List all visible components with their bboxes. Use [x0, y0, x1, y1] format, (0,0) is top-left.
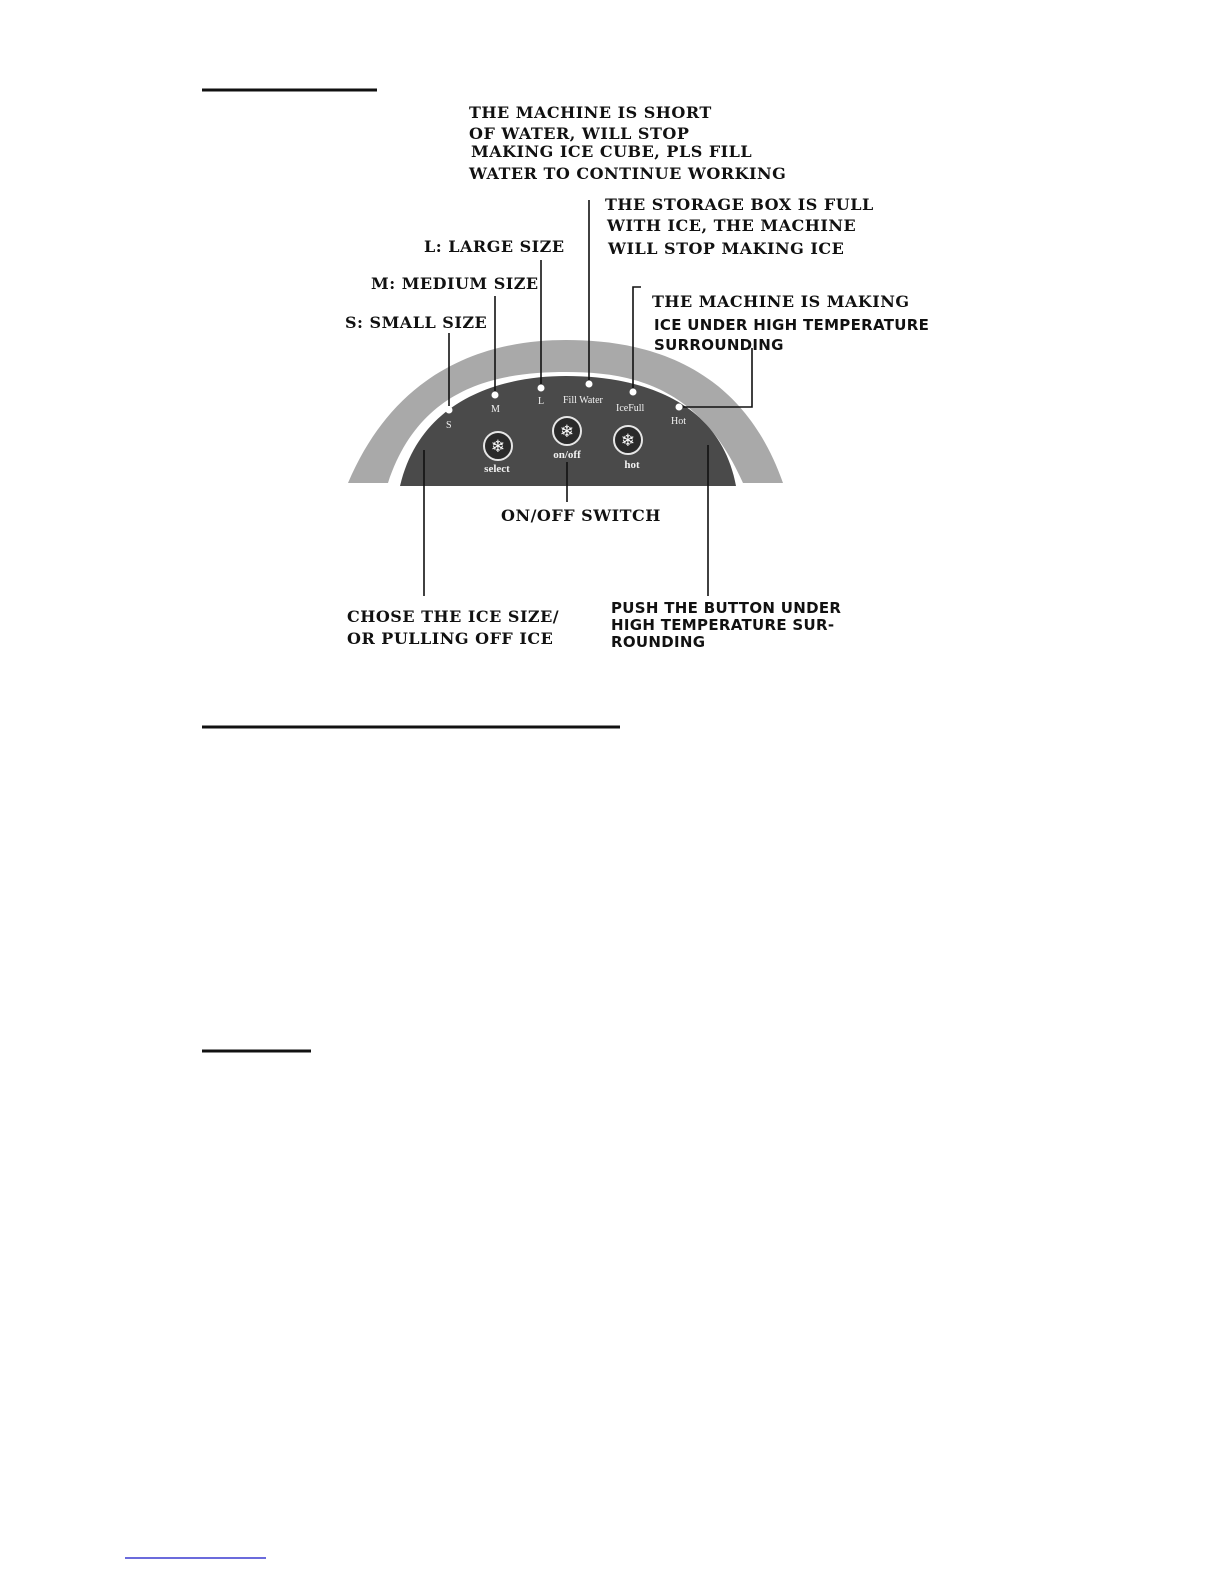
callout-hot-making-line-3: SURROUNDING [654, 336, 784, 354]
indicator-m-led [492, 392, 499, 399]
callout-medium-size: M: MEDIUM SIZE [371, 274, 539, 293]
callout-onoff-switch: ON/OFF SWITCH [501, 506, 661, 525]
callout-small-size: S: SMALL SIZE [345, 313, 488, 332]
indicator-m-label: M [491, 404, 500, 415]
snowflake-icon: ❄ [490, 437, 506, 457]
snowflake-icon: ❄ [620, 431, 636, 451]
indicator-s-label: S [446, 420, 452, 431]
callout-large-size: L: LARGE SIZE [424, 237, 565, 256]
indicator-ice-full-label: IceFull [616, 403, 645, 414]
indicator-hot-led [676, 404, 683, 411]
callout-push-button-line-3: ROUNDING [611, 633, 706, 651]
onoff-button-label: on/off [553, 449, 581, 461]
callout-short-water-line-2: OF WATER, WILL STOP [469, 124, 690, 143]
callout-hot-making-line-2: ICE UNDER HIGH TEMPERATURE [654, 316, 930, 334]
callout-push-button-line-2: HIGH TEMPERATURE SUR- [611, 616, 835, 634]
indicator-fill-water-label: Fill Water [563, 395, 603, 406]
callout-storage-full-line-2: WITH ICE, THE MACHINE [607, 216, 857, 235]
callout-choose-size [347, 607, 559, 648]
callout-hot-making [652, 292, 929, 354]
indicator-fill-water-led [586, 381, 593, 388]
callout-short-water-line-1: THE MACHINE IS SHORT [469, 103, 712, 122]
onoff-button[interactable] [553, 417, 581, 461]
indicator-s-led [446, 407, 453, 414]
select-button-label: select [484, 463, 510, 475]
indicator-ice-full-led [630, 389, 637, 396]
indicator-l-label: L [538, 396, 545, 407]
indicator-hot-label: Hot [671, 416, 686, 427]
callout-storage-full [605, 195, 874, 258]
callout-choose-size-line-1: CHOSE THE ICE SIZE/ [347, 607, 560, 626]
hot-button-label: hot [624, 459, 640, 471]
callout-push-button-line-1: PUSH THE BUTTON UNDER [611, 599, 842, 617]
snowflake-icon: ❄ [559, 422, 575, 442]
callout-push-button [611, 599, 841, 651]
callout-short-water-line-4: WATER TO CONTINUE WORKING [469, 164, 787, 183]
control-panel [348, 340, 783, 486]
callout-short-water [468, 103, 786, 183]
callout-short-water-line-3: MAKING ICE CUBE, PLS FILL [471, 142, 753, 161]
callout-storage-full-line-3: WILL STOP MAKING ICE [608, 239, 845, 258]
indicator-l-led [538, 385, 545, 392]
callout-choose-size-line-2: OR PULLING OFF ICE [347, 629, 554, 648]
select-button[interactable] [484, 432, 512, 475]
callout-hot-making-line-1: THE MACHINE IS MAKING [652, 292, 910, 311]
callout-storage-full-line-1: THE STORAGE BOX IS FULL [605, 195, 874, 214]
